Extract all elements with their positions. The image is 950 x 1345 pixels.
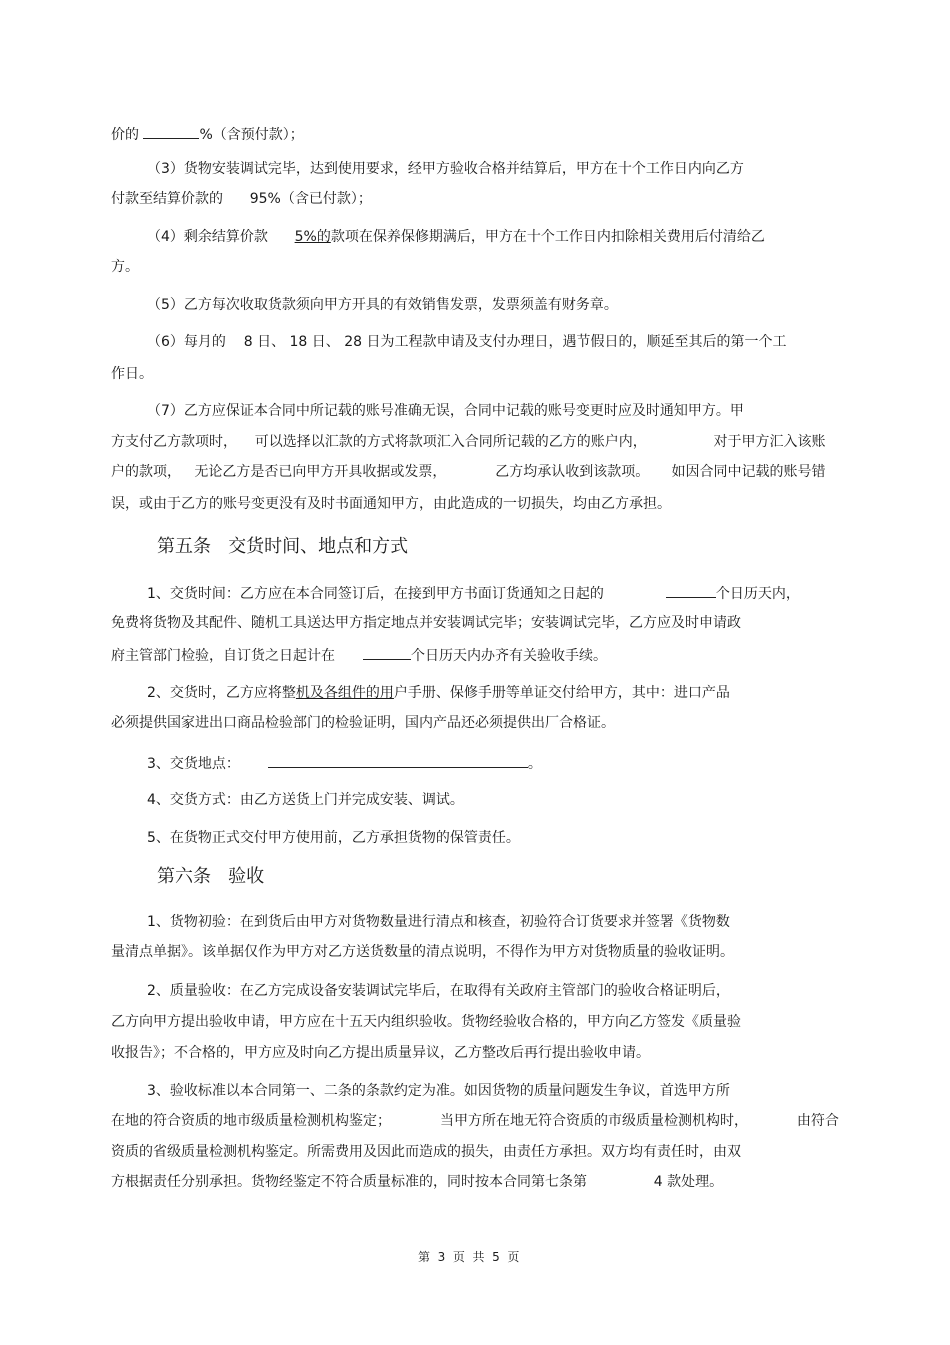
text-line: 方。	[111, 259, 139, 275]
text-line: 误，或由于乙方的账号变更没有及时书面通知甲方，由此造成的一切损失，均由乙方承担。	[111, 496, 671, 512]
text-line	[147, 583, 800, 603]
text-line: 量清点单据》。该单据仅作为甲方对乙方送货数量的清点说明，不得作为甲方对货物质量的验收证明。	[111, 944, 734, 960]
text-line: 1、货物初验：在到货后由甲方对货物数量进行清点和核查，初验符合订货要求并签署《货物数	[147, 914, 730, 930]
text-line	[147, 684, 730, 702]
text: 府主管部门检验，自订货之日起计在	[111, 648, 335, 664]
text-line: 2、质量验收：在乙方完成设备安装调试完毕后，在取得有关政府主管部门的验收合格证明后，	[147, 983, 730, 999]
text-line	[147, 228, 765, 246]
text: 户手册、保修手册等单证交付给甲方，其中：进口产品	[393, 685, 730, 701]
text: （4）剩余结算价款	[147, 229, 295, 245]
text-line	[147, 753, 542, 773]
text-line: 在地的符合资质的地市级质量检测机构鉴定； 当甲方所在地无符合资质的市级质量检测机构时， 由符合	[111, 1113, 839, 1129]
text-line: 付款至结算价款的 95%（含已付款）；	[111, 191, 372, 207]
text: 2、交货时，乙方应将整	[147, 685, 296, 701]
text-line	[111, 124, 304, 144]
text: 款项在保养保修期满后，甲方在十个工作日内扣除相关费用后付清给乙	[330, 229, 765, 245]
text-line: 3、验收标准以本合同第一、二条的条款约定为准。如因货物的质量问题发生争议，首选甲方所	[147, 1083, 730, 1099]
text-line: 收报告》；不合格的，甲方应及时向乙方提出质量异议，乙方整改后再行提出验收申请。	[111, 1045, 650, 1061]
text: 3、交货地点：	[147, 756, 240, 772]
text-line: 户的款项， 无论乙方是否已向甲方开具收据或发票， 乙方均承认收到该款项。 如因合同中记载的账号错	[111, 464, 826, 480]
text-line	[111, 645, 607, 665]
text-line: （3）货物安装调试完毕，达到使用要求，经甲方验收合格并结算后，甲方在十个工作日内向乙方	[147, 161, 744, 177]
section-heading: 第六条 验收	[157, 866, 265, 887]
text-line: （6）每月的 8 日、 18 日、 28 日为工程款申请及支付办理日，遇节假日的，顺延至其后的第一个工	[147, 334, 787, 350]
page-number: 第 3 页 共 5 页	[418, 1250, 520, 1264]
blank-field	[143, 124, 199, 139]
underlined-text: 机及各组件的用	[295, 685, 394, 701]
text-line: （7）乙方应保证本合同中所记载的账号准确无误，合同中记载的账号变更时应及时通知甲方。甲	[147, 403, 744, 419]
blank-field	[666, 583, 716, 598]
blank-field	[363, 645, 411, 660]
address-blank-field	[268, 753, 528, 768]
text-line: 资质的省级质量检测机构鉴定。所需费用及因此而造成的损失，由责任方承担。双方均有责任时，由双	[111, 1144, 741, 1160]
text-line: 免费将货物及其配件、随机工具送达甲方指定地点并安装调试完毕；安装调试完毕，乙方应及时申请政	[111, 615, 741, 631]
text: 个日历天内办齐有关验收手续。	[411, 648, 607, 664]
text-line: 作日。	[111, 366, 153, 382]
text-line: 5、在货物正式交付甲方使用前，乙方承担货物的保管责任。	[147, 830, 520, 846]
text: 价的	[111, 127, 139, 143]
underlined-text: 5%的	[294, 229, 331, 245]
text-line: （5）乙方每次收取货款须向甲方开具的有效销售发票，发票须盖有财务章。	[147, 297, 618, 313]
text-line: 4、交货方式：由乙方送货上门并完成安装、调试。	[147, 792, 464, 808]
text: 个日历天内，	[715, 586, 800, 602]
text-line: 方根据责任分别承担。货物经鉴定不符合质量标准的，同时按本合同第七条第 4 款处理。	[111, 1174, 724, 1190]
text-line: 乙方向甲方提出验收申请，甲方应在十五天内组织验收。货物经验收合格的，甲方向乙方签发《质量验	[111, 1014, 741, 1030]
text: %（含预付款）；	[199, 127, 304, 143]
text: 1、交货时间：乙方应在本合同签订后，在接到甲方书面订货通知之日起的	[147, 586, 604, 602]
text-line: 方支付乙方款项时， 可以选择以汇款的方式将款项汇入合同所记载的乙方的账户内， 对于甲方汇入该账	[111, 434, 826, 450]
text: 。	[527, 756, 542, 772]
section-heading: 第五条 交货时间、地点和方式	[157, 536, 409, 557]
text-line: 必须提供国家进出口商品检验部门的检验证明，国内产品还必须提供出厂合格证。	[111, 715, 615, 731]
